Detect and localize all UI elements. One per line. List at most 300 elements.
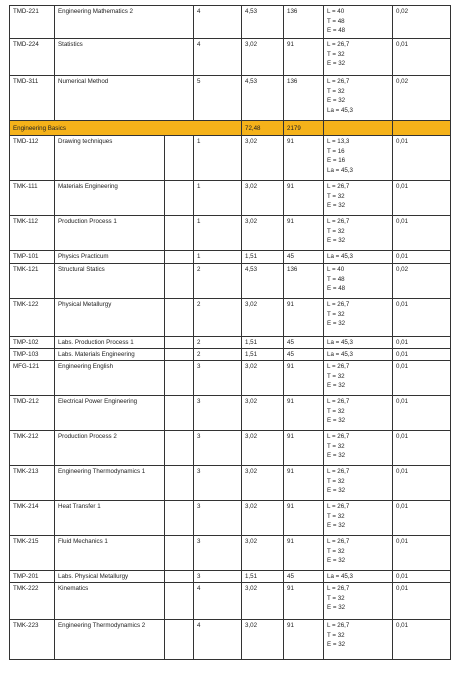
section-label xyxy=(10,121,242,136)
hours-split-text: L = 26,7 T = 32 E = 32 xyxy=(327,585,350,612)
course-code-text: TMK-122 xyxy=(13,301,39,308)
hours-text: 91 xyxy=(287,218,294,225)
hours xyxy=(284,620,324,660)
hours-split xyxy=(324,251,393,264)
ects-text: 3,02 xyxy=(245,398,258,405)
course-code-text: TMK-111 xyxy=(13,183,38,190)
semester-text: 3 xyxy=(197,433,201,440)
ects xyxy=(242,571,284,583)
hours-split-text: La = 45,3 xyxy=(327,253,353,260)
hours-split xyxy=(324,361,393,396)
spacer xyxy=(165,264,194,299)
weight-text: 0,02 xyxy=(396,266,409,273)
semester xyxy=(194,396,242,431)
table-row xyxy=(10,620,451,660)
hours-split-text: L = 26,7 T = 32 E = 32 xyxy=(327,503,350,530)
section-ects-text: 72,48 xyxy=(245,124,261,132)
hours-split-text: L = 26,7 T = 32 E = 32 xyxy=(327,363,350,390)
hours-text: 136 xyxy=(287,266,298,273)
weight xyxy=(393,536,451,571)
course-name-text: Labs. Production Process 1 xyxy=(58,339,134,346)
course-code-text: TMD-212 xyxy=(13,398,39,405)
spacer xyxy=(165,396,194,431)
hours-split xyxy=(324,136,393,181)
hours-split xyxy=(324,299,393,337)
hours-text: 91 xyxy=(287,622,294,629)
ects xyxy=(242,620,284,660)
table-row xyxy=(10,76,451,121)
table-body xyxy=(10,6,451,660)
hours-split xyxy=(324,76,393,121)
hours-text: 91 xyxy=(287,468,294,475)
hours-split-text: L = 26,7 T = 32 E = 32 xyxy=(327,41,350,68)
semester-text: 2 xyxy=(197,339,201,346)
spacer xyxy=(165,361,194,396)
ects xyxy=(242,501,284,536)
course-name xyxy=(55,216,165,251)
semester xyxy=(194,216,242,251)
ects-text: 3,02 xyxy=(245,218,258,225)
semester xyxy=(194,583,242,620)
semester-text: 5 xyxy=(197,78,201,85)
course-code-text: TMK-112 xyxy=(13,218,38,225)
ects-text: 1,51 xyxy=(245,573,258,580)
weight xyxy=(393,571,451,583)
table-row xyxy=(10,216,451,251)
course-name-text: Production Process 2 xyxy=(58,433,117,440)
hours-split-text: L = 26,7 T = 32 E = 32 xyxy=(327,433,350,460)
semester xyxy=(194,264,242,299)
course-name xyxy=(55,299,165,337)
hours xyxy=(284,571,324,583)
hours xyxy=(284,6,324,39)
course-code xyxy=(10,136,55,181)
hours-split xyxy=(324,181,393,216)
course-name xyxy=(55,76,194,121)
hours xyxy=(284,349,324,361)
course-code xyxy=(10,76,55,121)
course-code xyxy=(10,349,55,361)
ects-text: 4,53 xyxy=(245,8,258,15)
weight xyxy=(393,431,451,466)
course-name xyxy=(55,337,165,349)
semester xyxy=(194,76,242,121)
hours-split-text: L = 26,7 T = 32 E = 32 xyxy=(327,398,350,425)
weight xyxy=(393,6,451,39)
course-name xyxy=(55,501,165,536)
course-code xyxy=(10,216,55,251)
course-name xyxy=(55,39,194,76)
course-name-text: Production Process 1 xyxy=(58,218,117,225)
weight xyxy=(393,136,451,181)
ects-text: 3,02 xyxy=(245,433,258,440)
spacer xyxy=(165,299,194,337)
course-name xyxy=(55,264,165,299)
course-code xyxy=(10,583,55,620)
hours-split-text: L = 26,7 T = 32 E = 32 xyxy=(327,468,350,495)
ects-text: 3,02 xyxy=(245,538,258,545)
hours xyxy=(284,361,324,396)
ects-text: 3,02 xyxy=(245,503,258,510)
semester-text: 2 xyxy=(197,301,201,308)
course-name-text: Heat Transfer 1 xyxy=(58,503,101,510)
table-row xyxy=(10,264,451,299)
table-row xyxy=(10,583,451,620)
spacer xyxy=(165,337,194,349)
weight-text: 0,01 xyxy=(396,622,409,629)
ects-text: 3,02 xyxy=(245,585,258,592)
spacer xyxy=(165,620,194,660)
course-name-text: Engineering Mathematics 2 xyxy=(58,8,133,15)
course-code xyxy=(10,251,55,264)
course-code-text: TMD-224 xyxy=(13,41,39,48)
course-code-text: TMP-101 xyxy=(13,253,39,260)
hours xyxy=(284,337,324,349)
course-name-text: Physical Metallurgy xyxy=(58,301,112,308)
course-code xyxy=(10,396,55,431)
course-code-text: TMK-222 xyxy=(13,585,39,592)
course-name-text: Materials Engineering xyxy=(58,183,118,190)
hours-split xyxy=(324,349,393,361)
table-row xyxy=(10,136,451,181)
table-row xyxy=(10,251,451,264)
weight xyxy=(393,349,451,361)
table-row xyxy=(10,431,451,466)
spacer xyxy=(165,216,194,251)
weight xyxy=(393,501,451,536)
ects xyxy=(242,361,284,396)
hours-text: 91 xyxy=(287,363,294,370)
hours-split xyxy=(324,264,393,299)
course-name-text: Fluid Mechanics 1 xyxy=(58,538,108,545)
course-name-text: Engineering Thermodynamics 2 xyxy=(58,622,146,629)
course-name-text: Drawing techniques xyxy=(58,138,113,145)
ects xyxy=(242,396,284,431)
weight xyxy=(393,396,451,431)
course-code-text: TMP-201 xyxy=(13,573,39,580)
course-name xyxy=(55,6,194,39)
table-row xyxy=(10,349,451,361)
ects xyxy=(242,431,284,466)
course-name xyxy=(55,181,165,216)
table-row xyxy=(10,501,451,536)
semester xyxy=(194,620,242,660)
hours-split xyxy=(324,571,393,583)
semester xyxy=(194,39,242,76)
hours-split xyxy=(324,620,393,660)
weight-text: 0,01 xyxy=(396,363,409,370)
course-name xyxy=(55,396,165,431)
course-name-text: Kinematics xyxy=(58,585,89,592)
course-code xyxy=(10,571,55,583)
weight-text: 0,02 xyxy=(396,78,409,85)
course-code-text: MFG-121 xyxy=(13,363,40,370)
semester xyxy=(194,501,242,536)
course-code-text: TMP-102 xyxy=(13,339,39,346)
course-code xyxy=(10,361,55,396)
ects xyxy=(242,466,284,501)
hours-text: 91 xyxy=(287,433,294,440)
hours xyxy=(284,136,324,181)
semester xyxy=(194,361,242,396)
ects xyxy=(242,136,284,181)
weight xyxy=(393,466,451,501)
hours xyxy=(284,76,324,121)
semester-text: 1 xyxy=(197,218,201,225)
hours-text: 91 xyxy=(287,538,294,545)
weight-text: 0,01 xyxy=(396,468,409,475)
course-name xyxy=(55,361,165,396)
ects xyxy=(242,216,284,251)
course-code xyxy=(10,431,55,466)
section-weight xyxy=(393,121,451,136)
table-row xyxy=(10,181,451,216)
course-name xyxy=(55,583,165,620)
hours-split-text: La = 45,3 xyxy=(327,351,353,358)
hours-split-text: L = 26,7 T = 32 E = 32 La = 45,3 xyxy=(327,78,353,115)
course-name-text: Labs. Materials Engineering xyxy=(58,351,135,358)
ects xyxy=(242,181,284,216)
hours xyxy=(284,536,324,571)
weight-text: 0,01 xyxy=(396,183,409,190)
spacer xyxy=(165,571,194,583)
course-code-text: TMK-121 xyxy=(13,266,39,273)
course-name xyxy=(55,349,165,361)
weight xyxy=(393,361,451,396)
course-name xyxy=(55,136,165,181)
hours-split-text: L = 40 T = 48 E = 48 xyxy=(327,8,346,35)
ects-text: 1,51 xyxy=(245,253,258,260)
hours xyxy=(284,501,324,536)
weight xyxy=(393,299,451,337)
weight xyxy=(393,39,451,76)
semester-text: 1 xyxy=(197,253,201,260)
course-code xyxy=(10,501,55,536)
semester-text: 1 xyxy=(197,138,201,145)
table-row xyxy=(10,466,451,501)
hours-text: 91 xyxy=(287,183,294,190)
spacer xyxy=(165,181,194,216)
semester xyxy=(194,136,242,181)
table-row xyxy=(10,6,451,39)
semester xyxy=(194,181,242,216)
hours-text: 91 xyxy=(287,301,294,308)
ects xyxy=(242,251,284,264)
table-row xyxy=(10,571,451,583)
semester xyxy=(194,536,242,571)
weight-text: 0,01 xyxy=(396,253,409,260)
weight xyxy=(393,583,451,620)
course-name xyxy=(55,431,165,466)
course-code-text: TMD-221 xyxy=(13,8,39,15)
hours-split-text: La = 45,3 xyxy=(327,573,353,580)
ects-text: 1,51 xyxy=(245,351,258,358)
hours-split-text: L = 26,7 T = 32 E = 32 xyxy=(327,538,350,565)
hours-split xyxy=(324,466,393,501)
hours-text: 91 xyxy=(287,503,294,510)
hours-text: 91 xyxy=(287,41,294,48)
hours-split-text: L = 26,7 T = 32 E = 32 xyxy=(327,183,350,210)
semester-text: 3 xyxy=(197,573,201,580)
course-name-text: Structural Statics xyxy=(58,266,105,273)
hours-split xyxy=(324,216,393,251)
weight-text: 0,01 xyxy=(396,398,409,405)
course-code-text: TMK-223 xyxy=(13,622,39,629)
course-code-text: TMK-214 xyxy=(13,503,39,510)
course-name xyxy=(55,251,165,264)
course-name-text: Engineering Thermodynamics 1 xyxy=(58,468,146,475)
weight-text: 0,01 xyxy=(396,503,409,510)
spacer xyxy=(165,136,194,181)
spacer xyxy=(165,501,194,536)
course-code xyxy=(10,264,55,299)
section-ects xyxy=(242,121,284,136)
table-row xyxy=(10,39,451,76)
ects-text: 3,02 xyxy=(245,468,258,475)
hours xyxy=(284,251,324,264)
weight xyxy=(393,251,451,264)
ects-text: 3,02 xyxy=(245,363,258,370)
semester xyxy=(194,349,242,361)
ects xyxy=(242,583,284,620)
semester-text: 3 xyxy=(197,503,201,510)
hours-split-text: L = 26,7 T = 32 E = 32 xyxy=(327,301,350,328)
spacer xyxy=(165,583,194,620)
table-row xyxy=(10,299,451,337)
hours xyxy=(284,264,324,299)
spacer xyxy=(165,536,194,571)
semester-text: 4 xyxy=(197,622,201,629)
hours xyxy=(284,181,324,216)
semester-text: 1 xyxy=(197,183,201,190)
hours-split-text: L = 13,3 T = 16 E = 16 La = 45,3 xyxy=(327,138,353,175)
weight xyxy=(393,620,451,660)
ects-text: 4,53 xyxy=(245,266,258,273)
course-code xyxy=(10,466,55,501)
course-code-text: TMK-215 xyxy=(13,538,39,545)
ects-text: 3,02 xyxy=(245,183,258,190)
semester-text: 4 xyxy=(197,585,201,592)
course-code xyxy=(10,620,55,660)
weight xyxy=(393,216,451,251)
weight-text: 0,01 xyxy=(396,585,409,592)
ects-text: 4,53 xyxy=(245,78,258,85)
hours xyxy=(284,396,324,431)
semester xyxy=(194,466,242,501)
ects-text: 3,02 xyxy=(245,622,258,629)
semester-text: 4 xyxy=(197,41,201,48)
hours-split-text: La = 45,3 xyxy=(327,339,353,346)
ects-text: 3,02 xyxy=(245,41,258,48)
spacer xyxy=(165,466,194,501)
hours-text: 136 xyxy=(287,78,298,85)
weight-text: 0,01 xyxy=(396,433,409,440)
course-name-text: Labs. Physical Metallurgy xyxy=(58,573,129,580)
course-name-text: Engineering English xyxy=(58,363,114,370)
hours-split xyxy=(324,39,393,76)
course-code-text: TMD-112 xyxy=(13,138,39,145)
semester xyxy=(194,571,242,583)
weight xyxy=(393,76,451,121)
semester xyxy=(194,6,242,39)
semester-text: 4 xyxy=(197,8,201,15)
ects xyxy=(242,337,284,349)
course-name-text: Numerical Method xyxy=(58,78,109,85)
table-row xyxy=(10,337,451,349)
section-split xyxy=(324,121,393,136)
hours xyxy=(284,466,324,501)
weight-text: 0,02 xyxy=(396,8,409,15)
ects xyxy=(242,349,284,361)
ects-text: 3,02 xyxy=(245,138,258,145)
weight xyxy=(393,264,451,299)
hours xyxy=(284,39,324,76)
hours xyxy=(284,431,324,466)
course-code-text: TMP-103 xyxy=(13,351,39,358)
weight-text: 0,01 xyxy=(396,218,409,225)
course-code xyxy=(10,337,55,349)
semester xyxy=(194,299,242,337)
table-row xyxy=(10,396,451,431)
hours-text: 136 xyxy=(287,8,298,15)
course-code xyxy=(10,39,55,76)
course-name-text: Physics Practicum xyxy=(58,253,109,260)
hours-text: 91 xyxy=(287,585,294,592)
ects xyxy=(242,299,284,337)
hours-text: 45 xyxy=(287,339,294,346)
weight xyxy=(393,181,451,216)
hours-split xyxy=(324,536,393,571)
hours-text: 91 xyxy=(287,398,294,405)
weight-text: 0,01 xyxy=(396,301,409,308)
course-name xyxy=(55,620,165,660)
hours xyxy=(284,583,324,620)
course-name-text: Statistics xyxy=(58,41,83,48)
hours xyxy=(284,216,324,251)
ects xyxy=(242,76,284,121)
course-name xyxy=(55,536,165,571)
weight-text: 0,01 xyxy=(396,538,409,545)
ects xyxy=(242,39,284,76)
hours-text: 45 xyxy=(287,573,294,580)
course-code xyxy=(10,299,55,337)
hours-text: 91 xyxy=(287,138,294,145)
spacer xyxy=(165,349,194,361)
course-name xyxy=(55,466,165,501)
course-code xyxy=(10,6,55,39)
hours-split-text: L = 26,7 T = 32 E = 32 xyxy=(327,218,350,245)
hours-text: 45 xyxy=(287,253,294,260)
course-name xyxy=(55,571,165,583)
table-row xyxy=(10,536,451,571)
hours-split xyxy=(324,6,393,39)
section-hours xyxy=(284,121,324,136)
semester-text: 3 xyxy=(197,363,201,370)
course-code-text: TMK-213 xyxy=(13,468,39,475)
spacer xyxy=(165,251,194,264)
section-hours-text: 2179 xyxy=(287,124,301,132)
hours-split xyxy=(324,501,393,536)
course-code xyxy=(10,536,55,571)
course-code-text: TMD-311 xyxy=(13,78,39,85)
semester-text: 2 xyxy=(197,266,201,273)
ects xyxy=(242,536,284,571)
weight xyxy=(393,337,451,349)
hours-split-text: L = 26,7 T = 32 E = 32 xyxy=(327,622,350,649)
course-code xyxy=(10,181,55,216)
weight-text: 0,01 xyxy=(396,573,409,580)
weight-text: 0,01 xyxy=(396,41,409,48)
